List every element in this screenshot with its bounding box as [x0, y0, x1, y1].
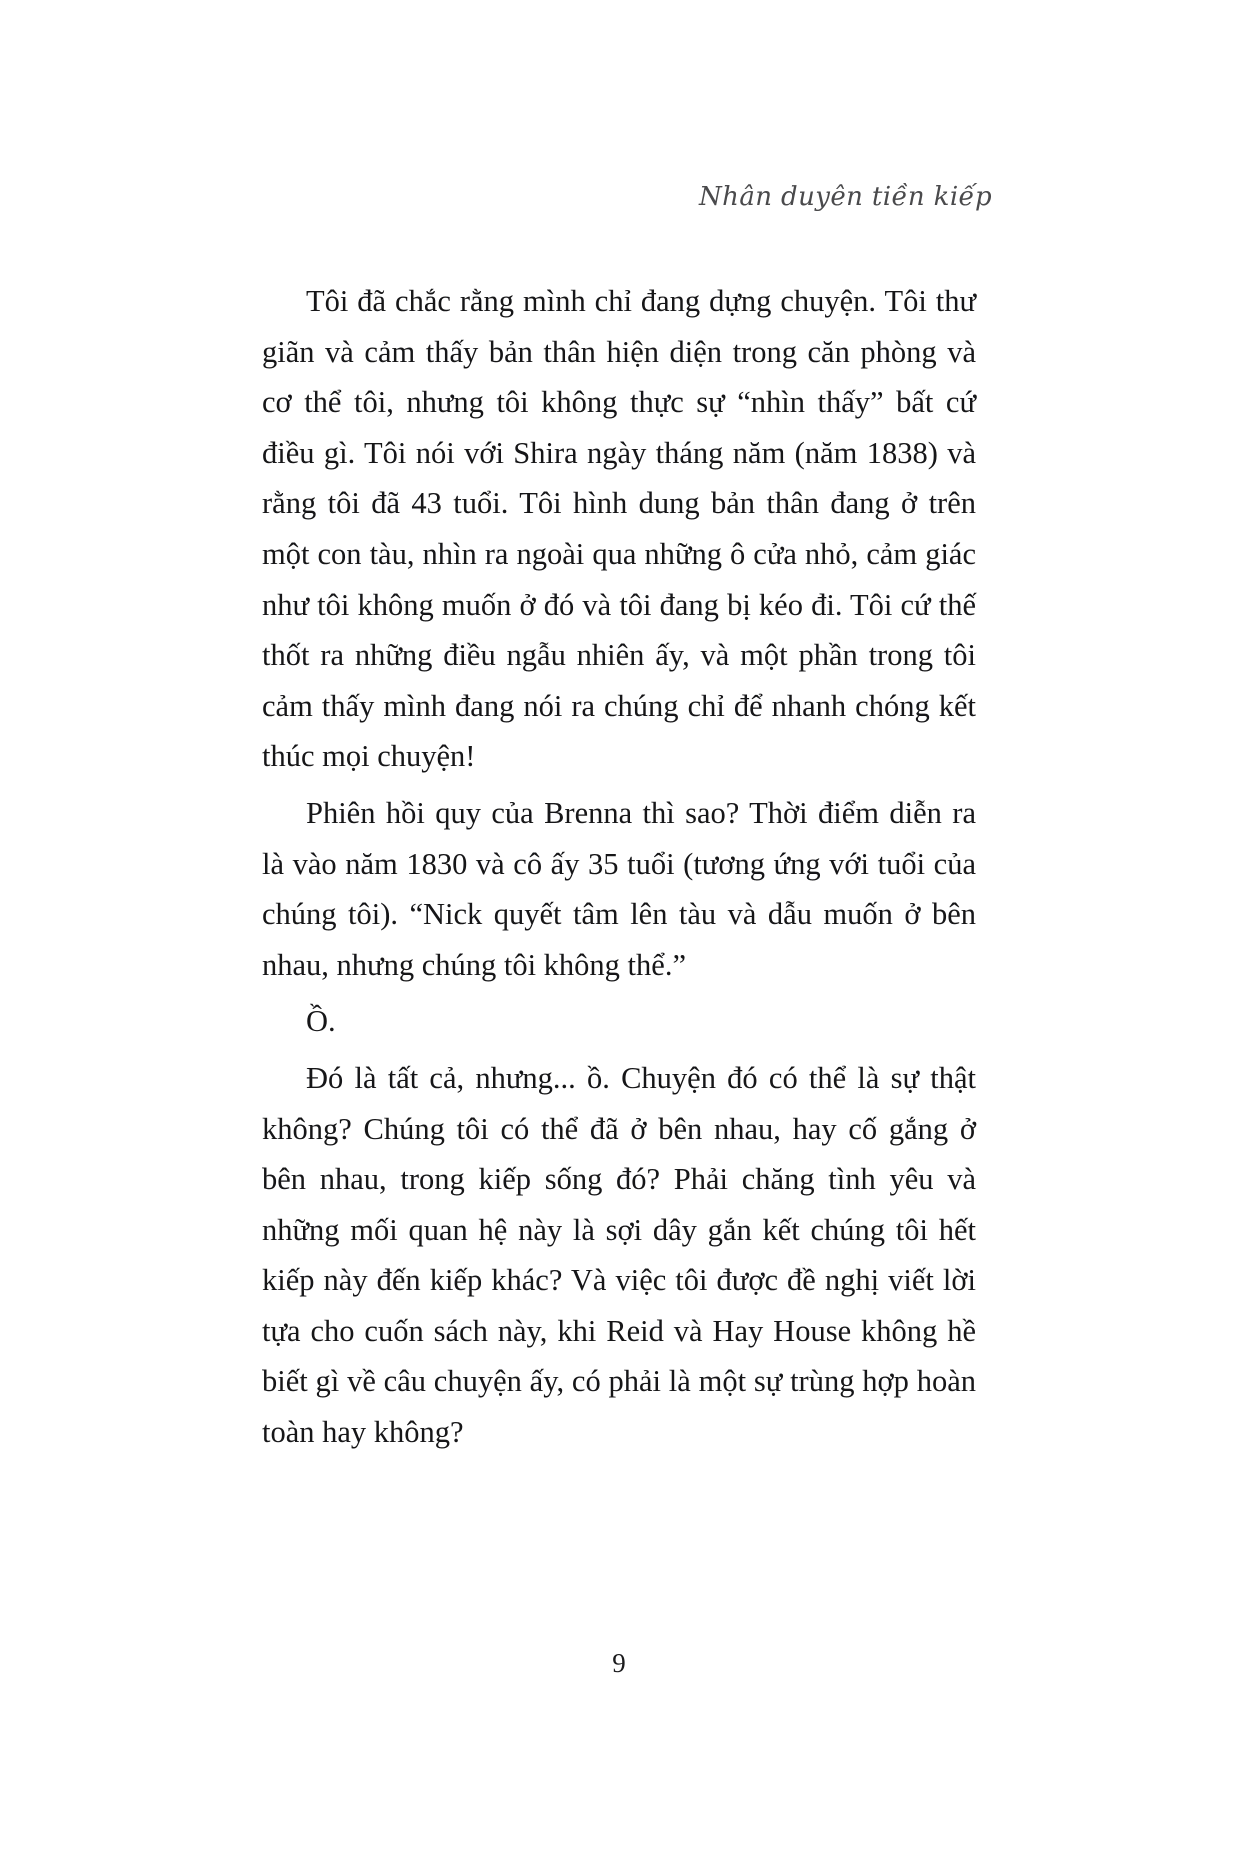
paragraph: Ồ. — [306, 1004, 336, 1039]
running-head: Nhân duyên tiền kiếp — [699, 182, 992, 212]
paragraph: Đó là tất cả, nhưng... ồ. Chuyện đó có thể là sự thật không? Chúng tôi có thể đã ở bên nhau, hay cố gắng ở bên nhau, trong kiếp sống đó? Phải chăng tình yêu và những mối quan hệ này là sợi dây gắn kết chúng tôi hết kiếp này đến kiếp khác? Và việc tôi được đề nghị viết lời tựa cho cuốn sách này, khi Reid và Hay House không hề biết gì về câu chuyện ấy, có phải là một sự trùng hợp hoàn toàn hay không? — [262, 1060, 976, 1450]
page-number: 9 — [612, 1648, 626, 1678]
body-text-block — [262, 276, 976, 1458]
paragraph: Tôi đã chắc rằng mình chỉ đang dựng chuyện. Tôi thư giãn và cảm thấy bản thân hiện diện trong căn phòng và cơ thể tôi, nhưng tôi không thực sự “nhìn thấy” bất cứ điều gì. Tôi nói với Shira ngày tháng năm (năm 1838) và rằng tôi đã 43 tuổi. Tôi hình dung bản thân đang ở trên một con tàu, nhìn ra ngoài qua những ô cửa nhỏ, cảm giác như tôi không muốn ở đó và tôi đang bị kéo đi. Tôi cứ thế thốt ra những điều ngẫu nhiên ấy, và một phần trong tôi cảm thấy mình đang nói ra chúng chỉ để nhanh chóng kết thúc mọi chuyện! — [262, 284, 976, 774]
paragraph: Phiên hồi quy của Brenna thì sao? Thời điểm diễn ra là vào năm 1830 và cô ấy 35 tuổi (tương ứng với tuổi của chúng tôi). “Nick quyết tâm lên tàu và dẫu muốn ở bên nhau, nhưng chúng tôi không thể.” — [262, 795, 976, 982]
